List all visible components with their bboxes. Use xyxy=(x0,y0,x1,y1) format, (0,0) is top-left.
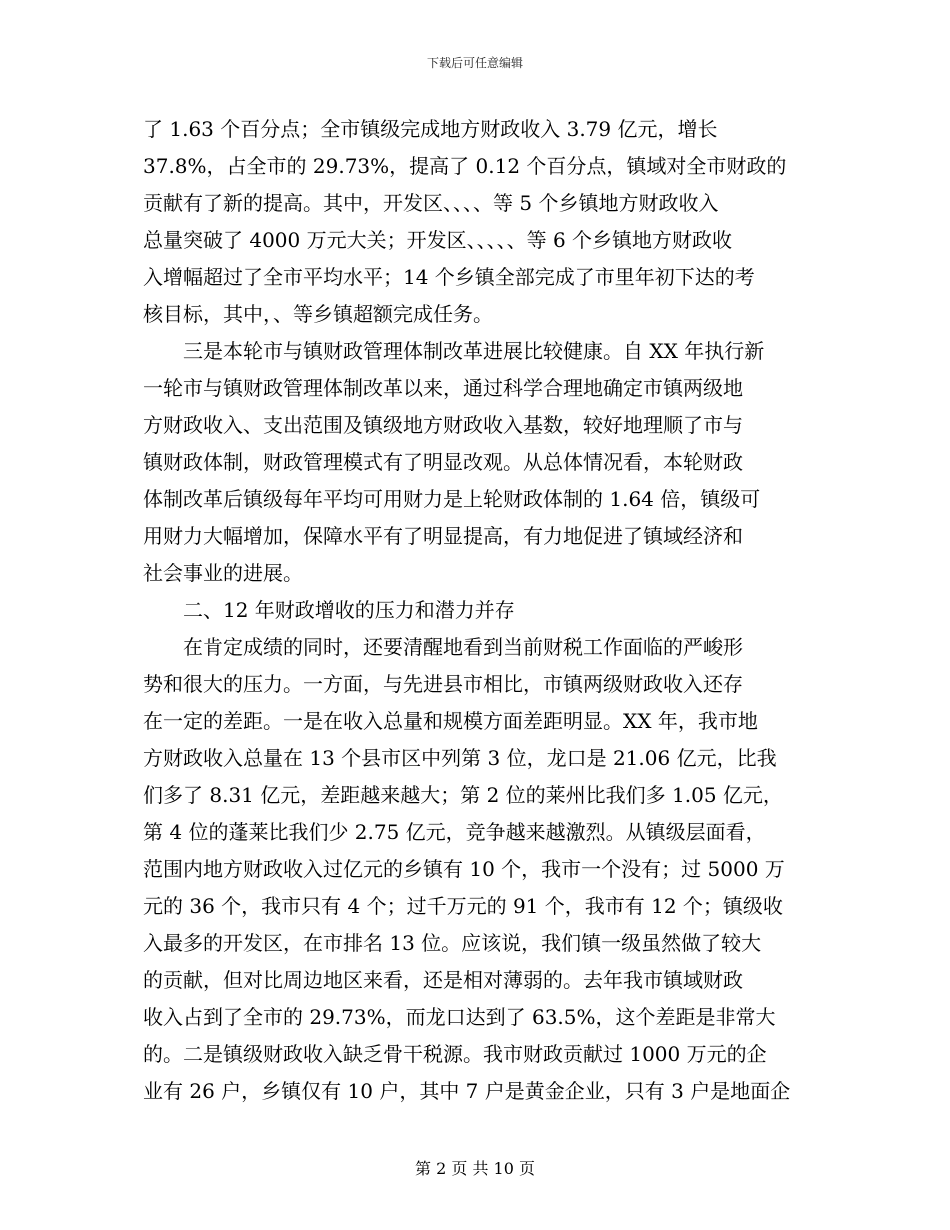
text-line: 了 1.63 个百分点；全市镇级完成地方财政收入 3.79 亿元，增长 xyxy=(143,117,718,141)
text-line: 收入占到了全市的 29.73%，而龙口达到了 63.5%，这个差距是非常大 xyxy=(143,1005,776,1029)
text-line: 范围内地方财政收入过亿元的乡镇有 10 个，我市一个没有；过 5000 万 xyxy=(143,857,785,881)
text-line: 元的 36 个，我市只有 4 个；过千万元的 91 个，我市有 12 个；镇级收 xyxy=(143,894,783,918)
text-line: 的贡献，但对比周边地区来看，还是相对薄弱的。去年我市镇域财政 xyxy=(143,968,743,992)
text-line: 社会事业的进展。 xyxy=(143,561,303,585)
text-line: 体制改革后镇级每年平均可用财力是上轮财政体制的 1.64 倍，镇级可 xyxy=(143,487,761,511)
text-line: 第 4 位的蓬莱比我们少 2.75 亿元，竞争越来越激烈。从镇级层面看， xyxy=(143,820,766,844)
text-line: 总量突破了 4000 万元大关；开发区、、、、、等 6 个乡镇地方财政收 xyxy=(143,228,733,252)
text-line: 三是本轮市与镇财政管理体制改革进展比较健康。自 XX 年执行新 xyxy=(143,339,765,363)
text-line: 入增幅超过了全市平均水平；14 个乡镇全部完成了市里年初下达的考 xyxy=(143,265,755,289)
text-line: 核目标，其中，、等乡镇超额完成任务。 xyxy=(143,302,493,326)
text-line: 方财政收入、支出范围及镇级地方财政收入基数，较好地理顺了市与 xyxy=(143,413,743,437)
text-line: 一轮市与镇财政管理体制改革以来，通过科学合理地确定市镇两级地 xyxy=(143,376,743,400)
text-line: 入最多的开发区，在市排名 13 位。应该说，我们镇一级虽然做了较大 xyxy=(143,931,762,955)
page-header-note: 下载后可任意编辑 xyxy=(426,56,523,70)
text-line: 用财力大幅增加，保障水平有了明显提高，有力地促进了镇域经济和 xyxy=(143,524,743,548)
text-line: 方财政收入总量在 13 个县市区中列第 3 位，龙口是 21.06 亿元，比我 xyxy=(143,746,777,770)
text-line: 二、12 年财政增收的压力和潜力并存 xyxy=(143,598,515,622)
text-line: 们多了 8.31 亿元，差距越来越大；第 2 位的莱州比我们多 1.05 亿元， xyxy=(143,783,783,807)
text-line: 在一定的差距。一是在收入总量和规模方面差距明显。XX 年，我市地 xyxy=(143,709,758,733)
text-line: 镇财政体制，财政管理模式有了明显改观。从总体情况看，本轮财政 xyxy=(143,450,743,474)
text-line: 贡献有了新的提高。其中，开发区、、、、等 5 个乡镇地方财政收入 xyxy=(143,191,719,215)
text-line: 业有 26 户，乡镇仅有 10 户，其中 7 户是黄金企业，只有 3 户是地面企 xyxy=(143,1079,791,1103)
page-number-footer: 第 2 页 共 10 页 xyxy=(415,1159,535,1178)
document-body xyxy=(143,111,823,1110)
text-line: 势和很大的压力。一方面，与先进县市相比，市镇两级财政收入还存 xyxy=(143,672,743,696)
text-line: 37.8%，占全市的 29.73%，提高了 0.12 个百分点，镇域对全市财政的 xyxy=(143,154,787,178)
text-line: 的。二是镇级财政收入缺乏骨干税源。我市财政贡献过 1000 万元的企 xyxy=(143,1042,767,1066)
text-line: 在肯定成绩的同时，还要清醒地看到当前财税工作面临的严峻形 xyxy=(143,635,743,659)
